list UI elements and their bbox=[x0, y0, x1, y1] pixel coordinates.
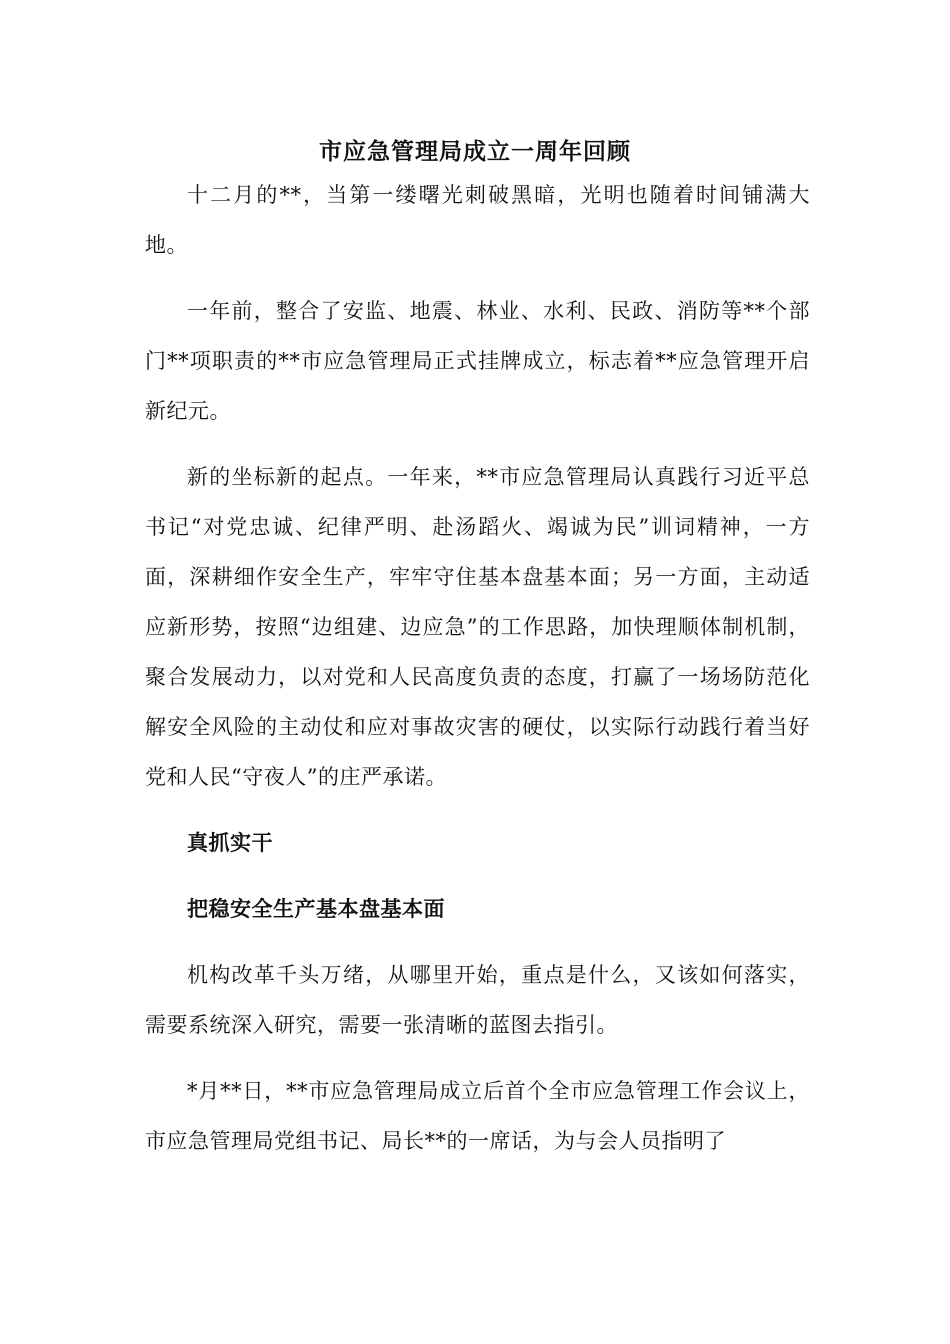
paragraph-establishment: 一年前，整合了安监、地震、林业、水利、民政、消防等**个部门**项职责的**市应急管理局正式挂牌成立，标志着**应急管理开启新纪元。 bbox=[145, 299, 810, 423]
paragraph-intro: 十二月的**，当第一缕曙光刺破黑暗，光明也随着时间铺满大地。 bbox=[145, 183, 810, 257]
paragraph-meeting: *月**日，**市应急管理局成立后首个全市应急管理工作会议上，市应急管理局党组书记、局长**的一席话，为与会人员指明了 bbox=[145, 1079, 810, 1153]
document-title: 市应急管理局成立一周年回顾 bbox=[319, 138, 631, 165]
document-body bbox=[145, 170, 810, 1166]
paragraph-reform: 机构改革千头万绪，从哪里开始，重点是什么，又该如何落实，需要系统深入研究，需要一张清晰的蓝图去指引。 bbox=[145, 963, 810, 1037]
section-heading: 真抓实干 bbox=[187, 830, 273, 855]
paragraph-new-starting-point: 新的坐标新的起点。一年来，**市应急管理局认真践行习近平总书记“对党忠诚、纪律严明、赴汤蹈火、竭诚为民”训词精神，一方面，深耕细作安全生产，牢牢守住基本盘基本面；另一方面，主动适应新形势，按照“边组建、边应急”的工作思路，加快理顺体制机制，聚合发展动力，以对党和人民高度负责的态度，打赢了一场场防范化解安全风险的主动仗和应对事故灾害的硬仗，以实际行动践行着当好党和人民“守夜人”的庄严承诺。 bbox=[145, 465, 810, 789]
section-subheading: 把稳安全生产基本盘基本面 bbox=[187, 896, 445, 921]
